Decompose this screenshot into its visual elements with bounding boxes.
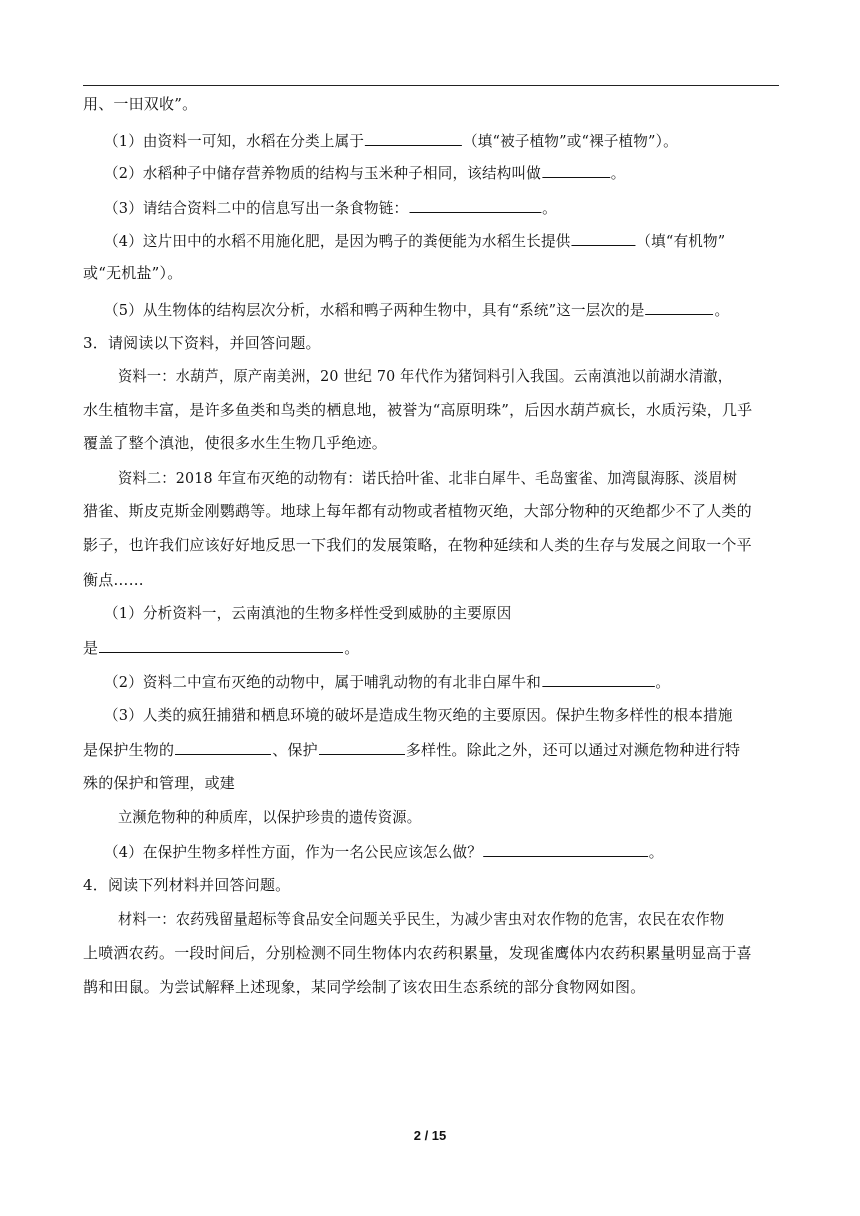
question-heading-3: 3．请阅读以下资料，并回答问题。	[83, 334, 321, 352]
material-text: 鹊和田鼠。为尝试解释上述现象，某同学绘制了该农田生态系统的部分食物网如图。	[83, 978, 646, 996]
question-3: （3）请结合资料二中的信息写出一条食物链： 。	[104, 199, 557, 217]
material-text: 资料二：2018 年宣布灭绝的动物有：诺氏拾叶雀、北非白犀牛、毛岛蜜雀、加湾鼠海豚、淡眉树	[118, 469, 738, 487]
question-3-1: （1）分析资料一，云南滇池的生物多样性受到威胁的主要原因	[104, 604, 512, 622]
question-5: （5）从生物体的结构层次分析，水稻和鸭子两种生物中，具有“系统”这一层次的是 。	[104, 301, 730, 319]
material-text: 覆盖了整个滇池，使很多水生生物几乎绝迹。	[83, 434, 388, 452]
question-4: （4）这片田中的水稻不用施化肥，是因为鸭子的粪便能为水稻生长提供 （填“有机物”	[104, 232, 726, 250]
text-line: 殊的保护和管理，或建	[83, 774, 236, 792]
material-text: 资料一：水葫芦，原产南美洲，20 世纪 70 年代作为猪饲料引入我国。云南滇池以前湖水清澈，	[118, 367, 733, 385]
text-line: 立濒危物种的种质库，以保护珍贵的遗传资源。	[118, 808, 422, 826]
material-text: 猎雀、斯皮克斯金刚鹦鹉等。地球上每年都有动物或者植物灭绝，大部分物种的灭绝都少不了人类的	[83, 502, 752, 520]
question-3-1-answer: 是 。	[83, 639, 360, 657]
answer-blank[interactable]	[483, 841, 648, 857]
answer-blank[interactable]	[319, 739, 405, 755]
material-text: 影子，也许我们应该好好地反思一下我们的发展策略，在物种延续和人类的生存与发展之间取一个平	[83, 536, 752, 554]
question-3-3: （3）人类的疯狂捕猎和栖息环境的破坏是造成生物灭绝的主要原因。保护生物多样性的根本措施	[104, 706, 733, 724]
answer-blank[interactable]	[99, 637, 343, 653]
answer-blank[interactable]	[365, 130, 462, 146]
text-line: 或“无机盐”）。	[83, 264, 183, 282]
material-text: 上喷洒农药。一段时间后，分别检测不同生物体内农药积累量，发现雀鹰体内农药积累量明显高于喜	[83, 944, 752, 962]
answer-blank[interactable]	[409, 197, 541, 213]
question-3-3-cont: 是保护生物的 、保护 多样性。除此之外，还可以通过对濒危物种进行特	[83, 741, 741, 759]
material-text: 材料一：农药残留量超标等食品安全问题关乎民生，为减少害虫对农作物的危害，农民在农作物	[118, 910, 725, 928]
header-rule	[83, 85, 779, 86]
material-text: 水生植物丰富，是许多鱼类和鸟类的栖息地，被誉为“高原明珠”，后因水葫芦疯长，水质污染，几乎	[83, 401, 753, 419]
question-2: （2）水稻种子中储存营养物质的结构与玉米种子相同，该结构叫做 。	[104, 164, 626, 182]
answer-blank[interactable]	[542, 671, 655, 687]
page-number: 2 / 15	[413, 1128, 447, 1143]
question-3-2: （2）资料二中宣布灭绝的动物中，属于哺乳动物的有北非白犀牛和 。	[104, 673, 671, 691]
question-3-4: （4）在保护生物多样性方面，作为一名公民应该怎么做？ 。	[104, 843, 664, 861]
answer-blank[interactable]	[646, 299, 714, 315]
material-text: 衡点……	[83, 571, 144, 589]
question-heading-4: 4．阅读下列材料并回答问题。	[83, 876, 291, 894]
text-line: 用、一田双收”。	[83, 95, 198, 113]
question-1: （1）由资料一可知，水稻在分类上属于 （填“被子植物”或“裸子植物”）。	[104, 132, 678, 150]
answer-blank[interactable]	[175, 739, 271, 755]
answer-blank[interactable]	[542, 162, 610, 178]
answer-blank[interactable]	[571, 230, 635, 246]
